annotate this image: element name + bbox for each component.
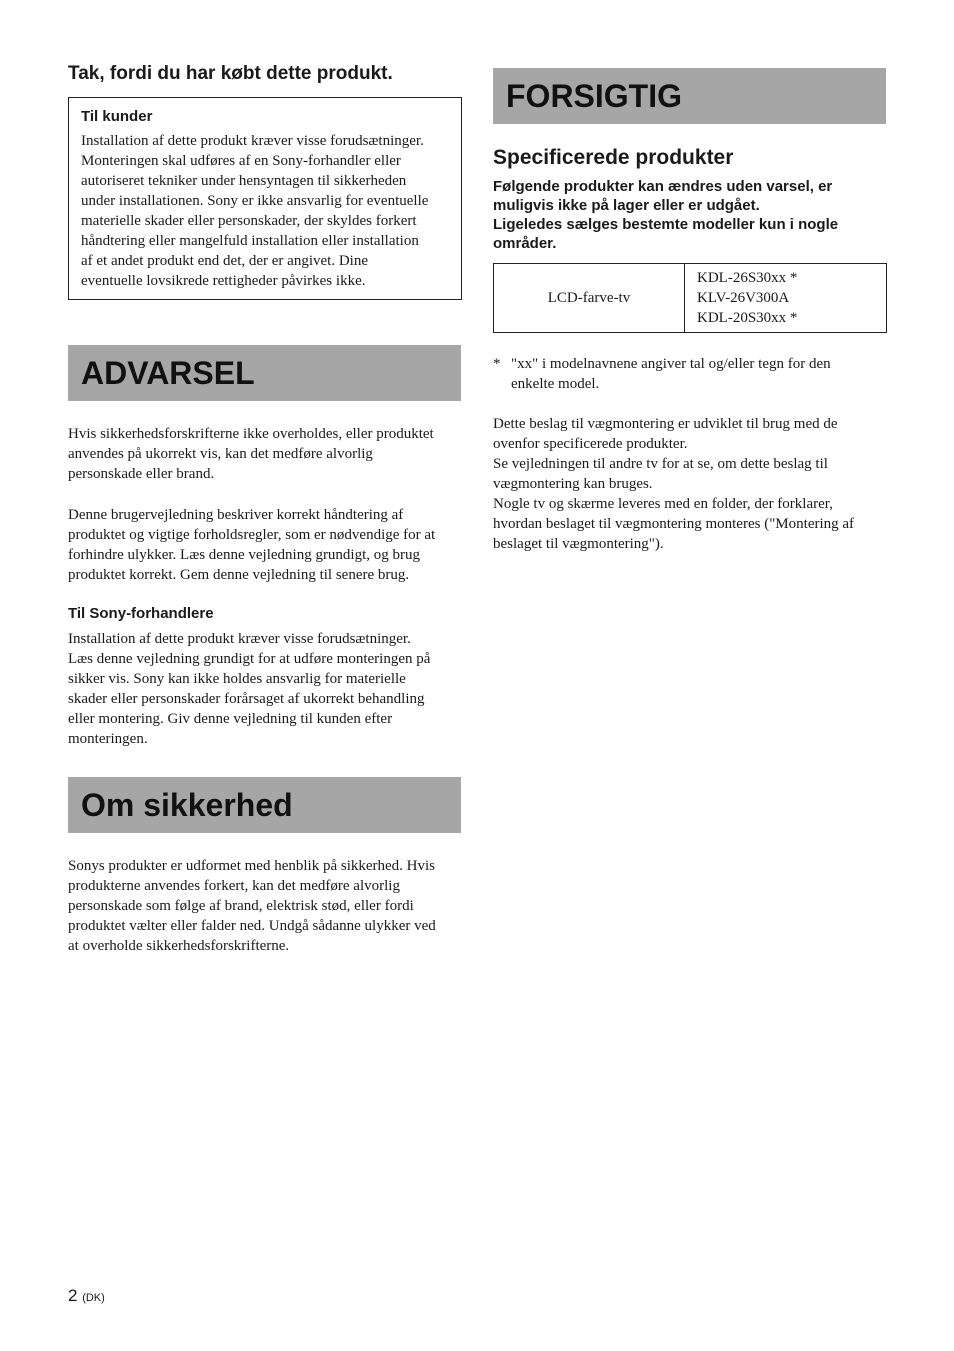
advarsel-paragraph-2: Denne brugervejledning beskriver korrekt håndtering af produktet og vigtige forholdsregler, som er nødvendige for at forhindre ulykker. Læs denne vejledning grundigt, og brug produktet korrekt. Gem denne vejledning til senere brug. xyxy=(68,507,436,583)
product-table xyxy=(493,263,887,333)
intro-heading: Tak, fordi du har købt dette produkt. xyxy=(68,63,393,84)
forsigtig-banner: FORSIGTIG xyxy=(493,68,886,124)
footnote xyxy=(493,354,887,394)
specified-products-heading: Specificerede produkter xyxy=(493,146,734,169)
customer-notice-box xyxy=(68,97,462,300)
product-models-cell xyxy=(685,264,887,333)
safety-banner: Om sikkerhed xyxy=(68,777,461,833)
page-number xyxy=(68,1286,105,1306)
product-category-cell: LCD-farve-tv xyxy=(494,264,685,333)
availability-notice: Følgende produkter kan ændres uden varsel, er muligvis ikke på lager eller er udgået. Ligeledes sælges bestemte modeller kun i nogle områder. xyxy=(493,178,839,252)
bracket-description: Dette beslag til vægmontering er udviklet til brug med de ovenfor specificerede produkter. Se vejledningen til andre tv for at se, om dette beslag til vægmontering kan bruges. Nogle tv og skærme leveres med en folder, der forklarer, hvordan beslaget til vægmontering monteres ("Montering af beslaget til vægmontering"). xyxy=(493,416,855,552)
model-name: KDL-26S30xx * xyxy=(697,270,798,286)
customer-box-title: Til kunder xyxy=(81,108,153,125)
country-code: (DK) xyxy=(82,1292,105,1304)
model-name: KLV-26V300A xyxy=(697,290,790,306)
dealer-paragraph: Installation af dette produkt kræver visse forudsætninger. Læs denne vejledning grundigt for at udføre monteringen på sikker vis. Sony kan ikke holdes ansvarlig for materielle skader eller personskader forårsaget af ukorrekt behandling eller montering. Giv denne vejledning til kunden efter monteringen. xyxy=(68,631,431,747)
advarsel-paragraph-1: Hvis sikkerhedsforskrifterne ikke overholdes, eller produktet anvendes på ukorrekt vis, kan det medføre alvorlig personskade eller brand. xyxy=(68,426,434,482)
advarsel-banner: ADVARSEL xyxy=(68,345,461,401)
table-row xyxy=(494,264,887,333)
safety-paragraph: Sonys produkter er udformet med henblik på sikkerhed. Hvis produkterne anvendes forkert, kan det medføre alvorlig personskade som følge af brand, elektrisk stød, eller fordi produktet vælter eller falder ned. Undgå sådanne ulykker ved at overholde sikkerhedsforskrifterne. xyxy=(68,858,436,954)
model-name: KDL-20S30xx * xyxy=(697,310,798,326)
footnote-marker: * xyxy=(493,356,501,372)
page-number-value: 2 xyxy=(68,1286,78,1305)
customer-box-text: Installation af dette produkt kræver visse forudsætninger. Monteringen skal udføres af en Sony-forhandler eller autoriseret tekniker under hensyntagen til sikkerheden under installationen. Sony er ikke ansvarlig for eventuelle materielle skader eller personskader, der skyldes forkert håndtering eller mangelfuld installation eller installation af et andet produkt end det, der er angivet. Dine eventuelle lovsikrede rettigheder påvirkes ikke. xyxy=(81,133,429,289)
footnote-text: "xx" i modelnavnene angiver tal og/eller tegn for den enkelte model. xyxy=(511,356,831,392)
dealer-heading: Til Sony-forhandlere xyxy=(68,605,214,622)
